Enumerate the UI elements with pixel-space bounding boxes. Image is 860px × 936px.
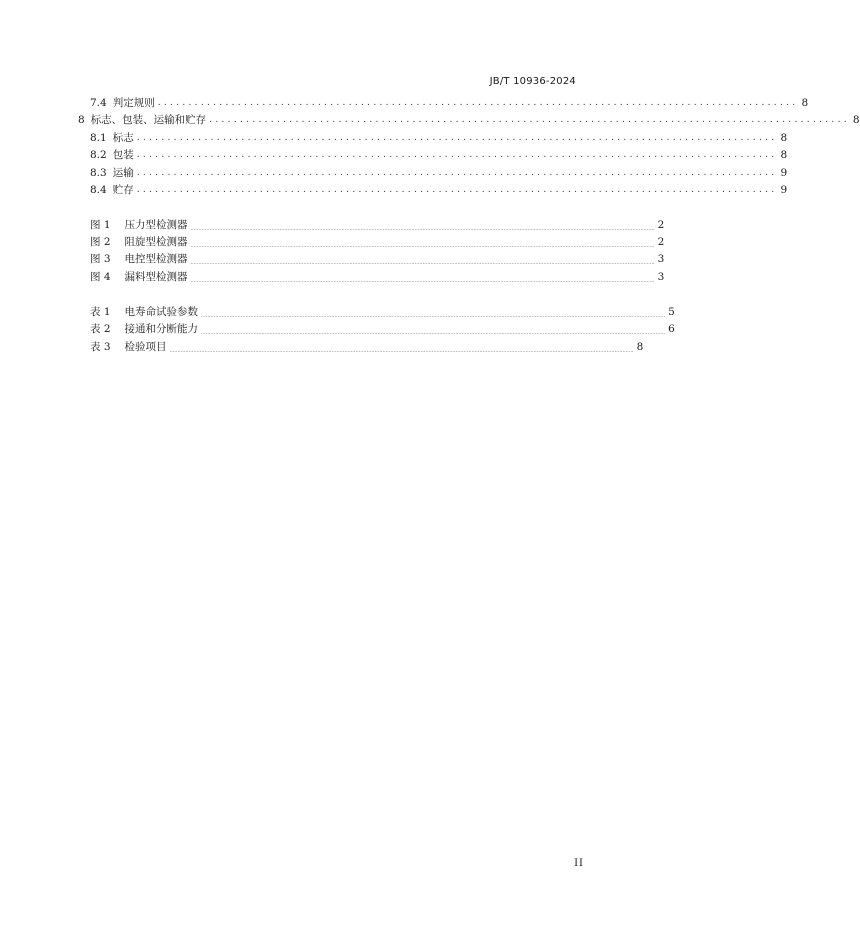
toc-entry-8-1[interactable] bbox=[90, 131, 788, 146]
toc-entry-8-4[interactable] bbox=[90, 183, 788, 198]
toc-figure-1[interactable] bbox=[90, 218, 665, 234]
toc-table-page: 8 bbox=[636, 341, 644, 353]
toc-entry-8-2[interactable] bbox=[90, 148, 788, 163]
dot-leader: ........................................................................................................ bbox=[157, 98, 799, 108]
toc-figure-number: 图 2 bbox=[90, 236, 111, 248]
toc-figure-page: 2 bbox=[657, 219, 665, 231]
dot-leader: .................................................................................................................................................................................................................................................................................................... bbox=[201, 313, 666, 319]
toc-entry-number: 8.4 bbox=[90, 184, 107, 196]
toc-table-number: 表 1 bbox=[90, 306, 111, 318]
toc-entry-title: 包装 bbox=[112, 149, 134, 161]
toc-figure-number: 图 1 bbox=[90, 219, 111, 231]
toc-figure-page: 2 bbox=[657, 236, 665, 248]
dot-leader: .................................................................................................................................................................................................................................................................................................... bbox=[169, 348, 634, 354]
toc-table-title: 接通和分断能力 bbox=[124, 323, 199, 335]
toc-table-title: 电寿命试验参数 bbox=[124, 306, 199, 318]
toc-entry-number: 8.1 bbox=[90, 132, 107, 144]
dot-leader: .................................................................................................................................................................................................................................................................................................... bbox=[190, 243, 655, 249]
toc-entry-8[interactable] bbox=[78, 113, 860, 128]
dot-leader: .................................................................................................................................................................................................................................................................................................... bbox=[190, 226, 655, 232]
toc-figure-title: 漏料型检测器 bbox=[124, 271, 188, 283]
dot-leader: .................................................................................................................................................................................................................................................................................................... bbox=[190, 260, 655, 266]
toc-entry-page: 8 bbox=[780, 149, 788, 161]
toc-table-3[interactable] bbox=[90, 340, 644, 356]
dot-leader: ........................................................................................................ bbox=[209, 115, 850, 125]
toc-entry-title: 标志、包装、运输和贮存 bbox=[90, 114, 207, 126]
toc-entry-7-4[interactable] bbox=[90, 96, 809, 111]
dot-leader: .................................................................................................................................................................................................................................................................................................... bbox=[190, 278, 655, 284]
toc-figure-page: 3 bbox=[657, 271, 665, 283]
toc-entry-8-3[interactable] bbox=[90, 166, 788, 181]
toc-figure-title: 压力型检测器 bbox=[124, 219, 188, 231]
toc-entry-title: 标志 bbox=[112, 132, 134, 144]
toc-entry-number: 8.3 bbox=[90, 167, 107, 179]
toc-table-number: 表 3 bbox=[90, 341, 111, 353]
toc-figure-2[interactable] bbox=[90, 235, 665, 251]
toc-table-1[interactable] bbox=[90, 305, 675, 321]
toc-figure-title: 电控型检测器 bbox=[124, 253, 188, 265]
toc-entry-number: 8.2 bbox=[90, 149, 107, 161]
toc-entry-number: 7.4 bbox=[90, 97, 107, 109]
toc-table-number: 表 2 bbox=[90, 323, 111, 335]
toc-table-page: 5 bbox=[668, 306, 675, 318]
toc-figure-number: 图 4 bbox=[90, 271, 111, 283]
toc-figure-title: 阻旋型检测器 bbox=[124, 236, 188, 248]
toc-entry-title: 判定规则 bbox=[112, 97, 155, 109]
toc-figure-number: 图 3 bbox=[90, 253, 111, 265]
toc-table-title: 检验项目 bbox=[124, 341, 167, 353]
toc-entry-number: 8 bbox=[78, 114, 85, 126]
toc-entry-page: 9 bbox=[780, 184, 788, 196]
toc-entry-title: 运输 bbox=[112, 167, 134, 179]
document-code: JB/T 10936-2024 bbox=[489, 76, 576, 87]
toc-entry-page: 8 bbox=[780, 132, 788, 144]
dot-leader: ........................................................................................................ bbox=[136, 185, 778, 195]
dot-leader: ........................................................................................................ bbox=[136, 150, 778, 160]
toc-entry-page: 8 bbox=[852, 114, 860, 126]
toc-entry-page: 8 bbox=[801, 97, 809, 109]
toc-figure-4[interactable] bbox=[90, 270, 665, 286]
dot-leader: ........................................................................................................ bbox=[136, 168, 778, 178]
toc-table-page: 6 bbox=[668, 323, 675, 335]
toc-entry-page: 9 bbox=[780, 167, 788, 179]
toc-figure-page: 3 bbox=[657, 253, 665, 265]
dot-leader: .................................................................................................................................................................................................................................................................................................... bbox=[201, 330, 666, 336]
toc-entry-title: 贮存 bbox=[112, 184, 134, 196]
toc-table-2[interactable] bbox=[90, 322, 675, 338]
dot-leader: ........................................................................................................ bbox=[136, 133, 778, 143]
page-folio: II bbox=[574, 858, 584, 869]
toc-figure-3[interactable] bbox=[90, 252, 665, 268]
